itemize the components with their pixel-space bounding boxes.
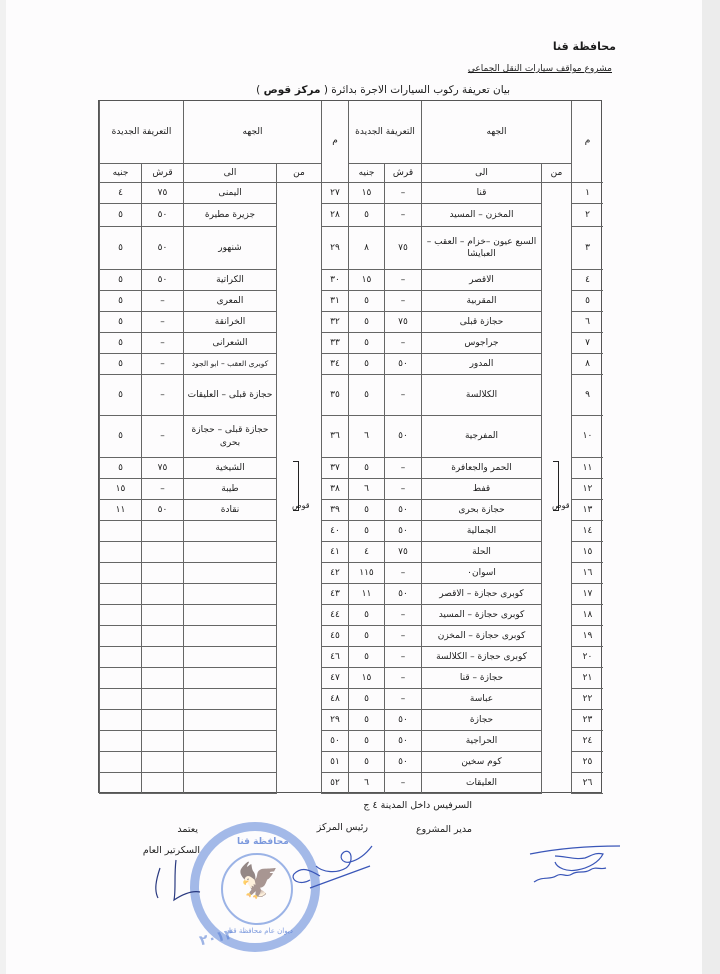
- project-heading: مشروع مواقف سيارات النقل الجماعي: [467, 64, 612, 74]
- row-piasters: ٥٠: [384, 584, 421, 605]
- row-destination: الكلالسة: [421, 375, 541, 416]
- row-destination: قفط: [421, 479, 541, 500]
- row-piasters-left: [141, 521, 183, 542]
- header-from: من: [541, 164, 571, 183]
- approved-label: يعتمد: [177, 824, 198, 835]
- row-index-left: ٣٣: [321, 333, 348, 354]
- row-piasters: ٥٠: [384, 521, 421, 542]
- row-piasters-left: [141, 563, 183, 584]
- row-pounds: ١٥: [348, 183, 384, 204]
- row-destination-left: كوبرى العقب – ابو الجود: [183, 354, 276, 375]
- row-piasters: –: [384, 626, 421, 647]
- title-center: مركز قوص: [263, 84, 321, 96]
- row-pounds-left: ٥: [99, 375, 141, 416]
- from-bracket-right-label: قوص: [552, 501, 570, 510]
- row-pounds-left: [99, 584, 141, 605]
- row-pounds-left: ٥: [99, 270, 141, 291]
- row-pounds: ٥: [348, 647, 384, 668]
- row-piasters: ٥٠: [384, 752, 421, 773]
- row-destination-left: [183, 584, 276, 605]
- row-piasters-left: [141, 689, 183, 710]
- row-destination: المفرجية: [421, 416, 541, 458]
- row-piasters: ٧٥: [384, 542, 421, 563]
- row-index-left: ٥١: [321, 752, 348, 773]
- row-destination-left: طيبة: [183, 479, 276, 500]
- row-index: ١٥: [571, 542, 603, 563]
- header-piasters-left: قرش: [141, 164, 183, 183]
- row-index-left: ٢٨: [321, 204, 348, 227]
- row-index-left: ٣٥: [321, 375, 348, 416]
- row-piasters-left: ٥٠: [141, 500, 183, 521]
- row-piasters: ٥٠: [384, 731, 421, 752]
- row-pounds-left: [99, 668, 141, 689]
- row-pounds-left: [99, 626, 141, 647]
- row-piasters-left: [141, 542, 183, 563]
- row-destination-left: حجازة قبلى – العليقات: [183, 375, 276, 416]
- row-destination-left: [183, 563, 276, 584]
- row-pounds: ٤: [348, 542, 384, 563]
- secretary-general-label: السكرتير العام: [142, 845, 200, 856]
- row-index-left: ٣٠: [321, 270, 348, 291]
- row-piasters: ٥٠: [384, 710, 421, 731]
- row-index-left: ٤٣: [321, 584, 348, 605]
- row-piasters-left: –: [141, 479, 183, 500]
- row-piasters: –: [384, 563, 421, 584]
- governorate-heading: محافظة قنا: [552, 40, 616, 53]
- row-piasters-left: ٥٠: [141, 204, 183, 227]
- row-pounds: ١١: [348, 584, 384, 605]
- row-index-left: ٤٠: [321, 521, 348, 542]
- secretary-general-signature: [150, 860, 210, 905]
- row-destination: المدور: [421, 354, 541, 375]
- row-piasters: –: [384, 668, 421, 689]
- row-piasters-left: –: [141, 312, 183, 333]
- eagle-emblem-icon: 🦅: [237, 861, 280, 901]
- row-destination-left: حجازة قبلى – حجازة بحرى: [183, 416, 276, 458]
- row-piasters: –: [384, 458, 421, 479]
- row-pounds: ٥: [348, 689, 384, 710]
- row-index-left: ٤٤: [321, 605, 348, 626]
- row-index: ٣: [571, 227, 603, 270]
- row-index: ٦: [571, 312, 603, 333]
- row-index-left: ٤٧: [321, 668, 348, 689]
- header-from-left: من: [276, 164, 321, 183]
- row-destination-left: [183, 626, 276, 647]
- row-index-left: ٢٧: [321, 183, 348, 204]
- row-pounds-left: ٥: [99, 291, 141, 312]
- row-destination-left: الكراتية: [183, 270, 276, 291]
- row-index: ١: [571, 183, 603, 204]
- row-pounds: ٥: [348, 458, 384, 479]
- row-piasters: –: [384, 773, 421, 794]
- row-pounds-left: [99, 563, 141, 584]
- row-destination: اسوان٠: [421, 563, 541, 584]
- row-pounds-left: [99, 731, 141, 752]
- header-pounds-left: جنيه: [99, 164, 141, 183]
- row-pounds-left: ٤: [99, 183, 141, 204]
- row-piasters: –: [384, 183, 421, 204]
- row-index-left: ٣٧: [321, 458, 348, 479]
- row-piasters: ٥٠: [384, 416, 421, 458]
- title-suffix: ): [256, 84, 261, 96]
- row-index-left: ٤١: [321, 542, 348, 563]
- row-destination-left: [183, 647, 276, 668]
- header-direction: الجهه: [421, 101, 571, 164]
- row-piasters-left: [141, 773, 183, 794]
- row-piasters-left: [141, 626, 183, 647]
- row-index: ٢١: [571, 668, 603, 689]
- row-pounds-left: ٥: [99, 333, 141, 354]
- row-piasters-left: ٧٥: [141, 458, 183, 479]
- row-piasters: –: [384, 605, 421, 626]
- row-destination-left: شنهور: [183, 227, 276, 270]
- row-piasters: –: [384, 291, 421, 312]
- header-pounds: جنيه: [348, 164, 384, 183]
- row-pounds-left: [99, 605, 141, 626]
- row-destination: الحلة: [421, 542, 541, 563]
- row-pounds-left: [99, 521, 141, 542]
- page-right-edge: [702, 0, 720, 974]
- row-destination: المقربية: [421, 291, 541, 312]
- row-index: ٧: [571, 333, 603, 354]
- row-pounds: ٥: [348, 521, 384, 542]
- row-piasters-left: ٥٠: [141, 227, 183, 270]
- row-pounds-left: [99, 542, 141, 563]
- row-index-left: ٣٦: [321, 416, 348, 458]
- row-index: ١٧: [571, 584, 603, 605]
- row-destination: الجمالية: [421, 521, 541, 542]
- row-index: ٢٢: [571, 689, 603, 710]
- row-destination-left: [183, 689, 276, 710]
- row-pounds: ٦: [348, 416, 384, 458]
- center-head-label: رئيس المركز: [316, 822, 368, 833]
- row-destination-left: [183, 521, 276, 542]
- row-index: ٥: [571, 291, 603, 312]
- row-pounds-left: [99, 689, 141, 710]
- header-to-left: الى: [183, 164, 276, 183]
- row-index: ١١: [571, 458, 603, 479]
- row-pounds: ٥: [348, 752, 384, 773]
- row-index-left: ٤٢: [321, 563, 348, 584]
- row-piasters: –: [384, 689, 421, 710]
- row-destination: كوبرى حجازة – المسيد: [421, 605, 541, 626]
- row-destination-left: الشعرانى: [183, 333, 276, 354]
- row-index: ١٠: [571, 416, 603, 458]
- row-index: ٢: [571, 204, 603, 227]
- row-index-left: ٣٢: [321, 312, 348, 333]
- row-destination-left: [183, 773, 276, 794]
- header-piasters: قرش: [384, 164, 421, 183]
- row-pounds: ٦: [348, 773, 384, 794]
- row-pounds-left: [99, 752, 141, 773]
- row-destination-left: [183, 752, 276, 773]
- row-index: ١٢: [571, 479, 603, 500]
- row-pounds-left: ٥: [99, 204, 141, 227]
- row-index: ٢٤: [571, 731, 603, 752]
- row-pounds: ٦: [348, 479, 384, 500]
- stamp-date-text: ٢٠١٣: [197, 926, 235, 950]
- row-piasters-left: –: [141, 416, 183, 458]
- row-piasters-left: [141, 605, 183, 626]
- row-pounds: ٥: [348, 354, 384, 375]
- header-index-2: م: [321, 101, 348, 183]
- row-index: ٩: [571, 375, 603, 416]
- row-pounds-left: ٥: [99, 458, 141, 479]
- fare-table: [98, 100, 602, 793]
- row-index-left: ٥٢: [321, 773, 348, 794]
- row-pounds: ٥: [348, 312, 384, 333]
- row-destination: الاقصر: [421, 270, 541, 291]
- page-left-edge: [0, 0, 6, 974]
- row-destination: كوم سخين: [421, 752, 541, 773]
- row-index: ١٩: [571, 626, 603, 647]
- row-piasters: –: [384, 333, 421, 354]
- row-pounds-left: [99, 773, 141, 794]
- row-index-left: ٥٠: [321, 731, 348, 752]
- row-piasters: ٧٥: [384, 227, 421, 270]
- project-manager-label: مدير المشروع: [416, 824, 472, 835]
- row-destination: جراجوس: [421, 333, 541, 354]
- row-index: ٨: [571, 354, 603, 375]
- row-piasters-left: ٧٥: [141, 183, 183, 204]
- row-piasters-left: –: [141, 375, 183, 416]
- row-pounds: ٥: [348, 605, 384, 626]
- from-bracket-left-label: قوص: [292, 501, 310, 510]
- header-to: الى: [421, 164, 541, 183]
- row-index-left: ٣٤: [321, 354, 348, 375]
- row-destination: المخزن – المسيد: [421, 204, 541, 227]
- row-destination: حجازة – قنا: [421, 668, 541, 689]
- row-piasters-left: [141, 647, 183, 668]
- row-destination: كوبرى حجازة – الاقصر: [421, 584, 541, 605]
- row-pounds-left: ٥: [99, 312, 141, 333]
- row-index-left: ٣١: [321, 291, 348, 312]
- row-destination-left: [183, 731, 276, 752]
- row-destination: حجازة قبلى: [421, 312, 541, 333]
- row-pounds-left: ١١: [99, 500, 141, 521]
- row-piasters-left: [141, 731, 183, 752]
- row-destination: عباسة: [421, 689, 541, 710]
- row-destination-left: الشيخية: [183, 458, 276, 479]
- header-index: م: [571, 101, 603, 183]
- row-index-left: ٢٩: [321, 710, 348, 731]
- row-index-left: ٤٦: [321, 647, 348, 668]
- row-index: ٢٠: [571, 647, 603, 668]
- project-manager-signature: [520, 842, 630, 892]
- row-destination-left: الخرانقة: [183, 312, 276, 333]
- row-index-left: ٣٨: [321, 479, 348, 500]
- row-destination-left: المعرى: [183, 291, 276, 312]
- row-pounds: ٨: [348, 227, 384, 270]
- row-pounds: ٥: [348, 291, 384, 312]
- row-piasters: ٥٠: [384, 500, 421, 521]
- row-destination-left: [183, 668, 276, 689]
- header-direction-left: الجهه: [183, 101, 321, 164]
- row-destination: قنا: [421, 183, 541, 204]
- row-piasters-left: ٥٠: [141, 270, 183, 291]
- row-pounds: ٥: [348, 710, 384, 731]
- row-piasters-left: [141, 584, 183, 605]
- row-pounds: ٥: [348, 500, 384, 521]
- row-pounds: ٥: [348, 204, 384, 227]
- title-prefix: بيان تعريفة ركوب السيارات الاجرة بدائرة (: [323, 84, 510, 96]
- row-destination-left: [183, 542, 276, 563]
- row-piasters: ٥٠: [384, 354, 421, 375]
- row-pounds-left: ١٥: [99, 479, 141, 500]
- row-destination-left: نقادة: [183, 500, 276, 521]
- row-piasters-left: –: [141, 291, 183, 312]
- row-piasters-left: [141, 752, 183, 773]
- row-destination-left: اليمنى: [183, 183, 276, 204]
- row-piasters: –: [384, 479, 421, 500]
- row-index: ١٣: [571, 500, 603, 521]
- row-piasters-left: –: [141, 333, 183, 354]
- document-title: [256, 84, 510, 96]
- row-pounds-left: [99, 710, 141, 731]
- row-piasters: –: [384, 204, 421, 227]
- row-destination: العليقات: [421, 773, 541, 794]
- row-pounds: ١٥: [348, 270, 384, 291]
- row-index-left: ٣٩: [321, 500, 348, 521]
- row-destination: الحراجية: [421, 731, 541, 752]
- center-head-signature: [290, 836, 380, 896]
- header-new-fare: التعريفة الجديدة: [348, 101, 421, 164]
- row-destination: كوبرى حجازة – الكلالسة: [421, 647, 541, 668]
- row-destination-left: [183, 605, 276, 626]
- row-pounds: ٥: [348, 375, 384, 416]
- row-piasters-left: –: [141, 354, 183, 375]
- row-pounds: ٥: [348, 731, 384, 752]
- row-index-left: ٤٨: [321, 689, 348, 710]
- row-pounds-left: ٥: [99, 416, 141, 458]
- row-piasters: –: [384, 647, 421, 668]
- row-index: ٢٣: [571, 710, 603, 731]
- row-piasters: –: [384, 270, 421, 291]
- row-destination: السبع عيون –خزام – العقب – العبايشا: [421, 227, 541, 270]
- row-index: ٤: [571, 270, 603, 291]
- row-index: ٢٥: [571, 752, 603, 773]
- row-index-left: ٢٩: [321, 227, 348, 270]
- row-pounds: ٥: [348, 333, 384, 354]
- row-pounds: ١٥: [348, 668, 384, 689]
- row-pounds-left: ٥: [99, 354, 141, 375]
- row-destination: حجازة بحرى: [421, 500, 541, 521]
- row-pounds-left: ٥: [99, 227, 141, 270]
- row-destination-left: جزيرة مطيرة: [183, 204, 276, 227]
- row-pounds: ١١٥: [348, 563, 384, 584]
- row-index: ٢٦: [571, 773, 603, 794]
- row-index: ١٨: [571, 605, 603, 626]
- stamp-bottom-text: ديوان عام محافظة قنا: [229, 927, 293, 935]
- row-pounds: ٥: [348, 626, 384, 647]
- row-destination-left: [183, 710, 276, 731]
- row-piasters-left: [141, 668, 183, 689]
- stamp-top-text: محافظة قنا: [237, 837, 289, 847]
- row-pounds-left: [99, 647, 141, 668]
- row-destination: حجازة: [421, 710, 541, 731]
- service-note: السرفيس داخل المدينة ٤ ج: [363, 800, 472, 811]
- row-index: ١٤: [571, 521, 603, 542]
- row-index-left: ٤٥: [321, 626, 348, 647]
- row-index: ١٦: [571, 563, 603, 584]
- row-destination: كوبرى حجازة – المخزن: [421, 626, 541, 647]
- row-piasters: ٧٥: [384, 312, 421, 333]
- row-destination: الحمر والجعافرة: [421, 458, 541, 479]
- header-new-fare-left: التعريفة الجديدة: [99, 101, 183, 164]
- row-piasters: –: [384, 375, 421, 416]
- row-piasters-left: [141, 710, 183, 731]
